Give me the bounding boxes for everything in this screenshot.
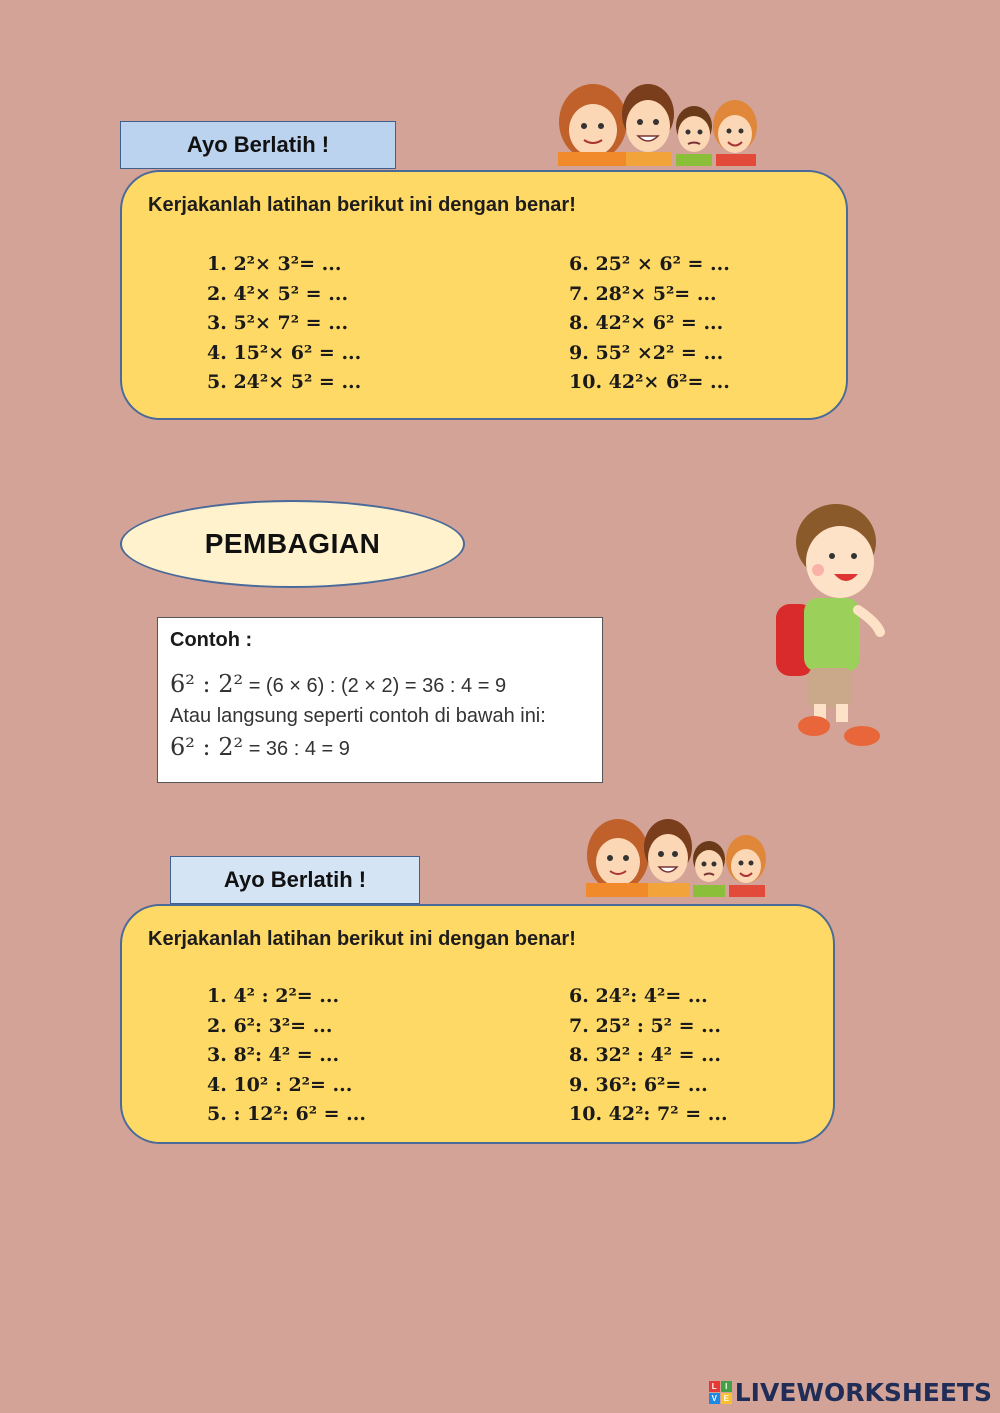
children-group-illustration-bottom <box>566 815 771 897</box>
division-left-column <box>207 982 366 1130</box>
exercise-item: 10. 42²: 7² = ... <box>569 1103 728 1125</box>
logo-tile: V <box>709 1393 720 1404</box>
exercise-item: 5. 24²× 5² = ... <box>207 371 362 393</box>
exercise-item: 8. 42²× 6² = ... <box>569 312 724 334</box>
division-exercise-panel <box>120 904 835 1144</box>
practice-tab-label: Ayo Berlatih ! <box>223 867 367 892</box>
exercise-item: 9. 36²: 6²= ... <box>569 1073 708 1096</box>
example-expression: 6² : 2² <box>170 670 244 698</box>
exercise-item: 9. 55² ×2² = ... <box>569 341 724 364</box>
division-right-column <box>569 982 728 1130</box>
example-line-3 <box>170 733 350 761</box>
practice-tab-label: Ayo Berlatih ! <box>186 132 330 157</box>
example-title: Contoh : <box>170 629 253 651</box>
exercise-item: 8. 32² : 4² = ... <box>569 1044 721 1066</box>
children-group-illustration-top <box>538 82 763 166</box>
example-expression: 6² : 2² <box>170 733 244 761</box>
example-line-1 <box>170 670 506 698</box>
exercise-item: 7. 25² : 5² = ... <box>569 1014 721 1037</box>
exercise-item: 4. 15²× 6² = ... <box>207 341 362 364</box>
logo-tile: E <box>721 1393 732 1404</box>
practice-tab-header <box>170 856 420 904</box>
division-title-text: PEMBAGIAN <box>204 528 381 559</box>
walking-boy-illustration <box>768 500 893 755</box>
exercise-item: 1. 4² : 2²= ... <box>207 985 340 1007</box>
exercise-item: 6. 25² × 6² = ... <box>569 253 730 275</box>
example-line-2: Atau langsung seperti contoh di bawah ini: <box>170 705 546 727</box>
multiplication-exercise-panel <box>120 170 848 420</box>
multiplication-right-column <box>569 250 730 398</box>
exercise-instruction: Kerjakanlah latihan berikut ini dengan benar! <box>148 928 576 950</box>
exercise-item: 10. 42²× 6²= ... <box>569 371 730 393</box>
exercise-item: 2. 4²× 5² = ... <box>207 282 349 305</box>
practice-tab-header <box>120 121 396 169</box>
liveworksheets-logo-icon <box>709 1381 732 1404</box>
example-result: = (6 × 6) : (2 × 2) = 36 : 4 = 9 <box>248 675 507 697</box>
logo-tile: L <box>709 1381 720 1392</box>
logo-tile: I <box>721 1381 732 1392</box>
exercise-item: 3. 8²: 4² = ... <box>207 1044 340 1066</box>
exercise-item: 5. : 12²: 6² = ... <box>207 1103 367 1125</box>
exercise-instruction: Kerjakanlah latihan berikut ini dengan benar! <box>148 194 576 216</box>
exercise-item: 3. 5²× 7² = ... <box>207 312 349 334</box>
exercise-item: 7. 28²× 5²= ... <box>569 282 717 305</box>
division-example-box <box>157 617 603 783</box>
multiplication-left-column <box>207 250 361 398</box>
exercise-item: 2. 6²: 3²= ... <box>207 1014 333 1037</box>
division-section-title <box>120 500 465 588</box>
example-result: = 36 : 4 = 9 <box>248 738 350 760</box>
watermark-text: LIVEWORKSHEETS <box>734 1378 992 1407</box>
exercise-item: 1. 2²× 3²= ... <box>207 253 342 275</box>
exercise-item: 6. 24²: 4²= ... <box>569 985 708 1007</box>
liveworksheets-watermark <box>709 1378 992 1407</box>
exercise-item: 4. 10² : 2²= ... <box>207 1073 353 1096</box>
